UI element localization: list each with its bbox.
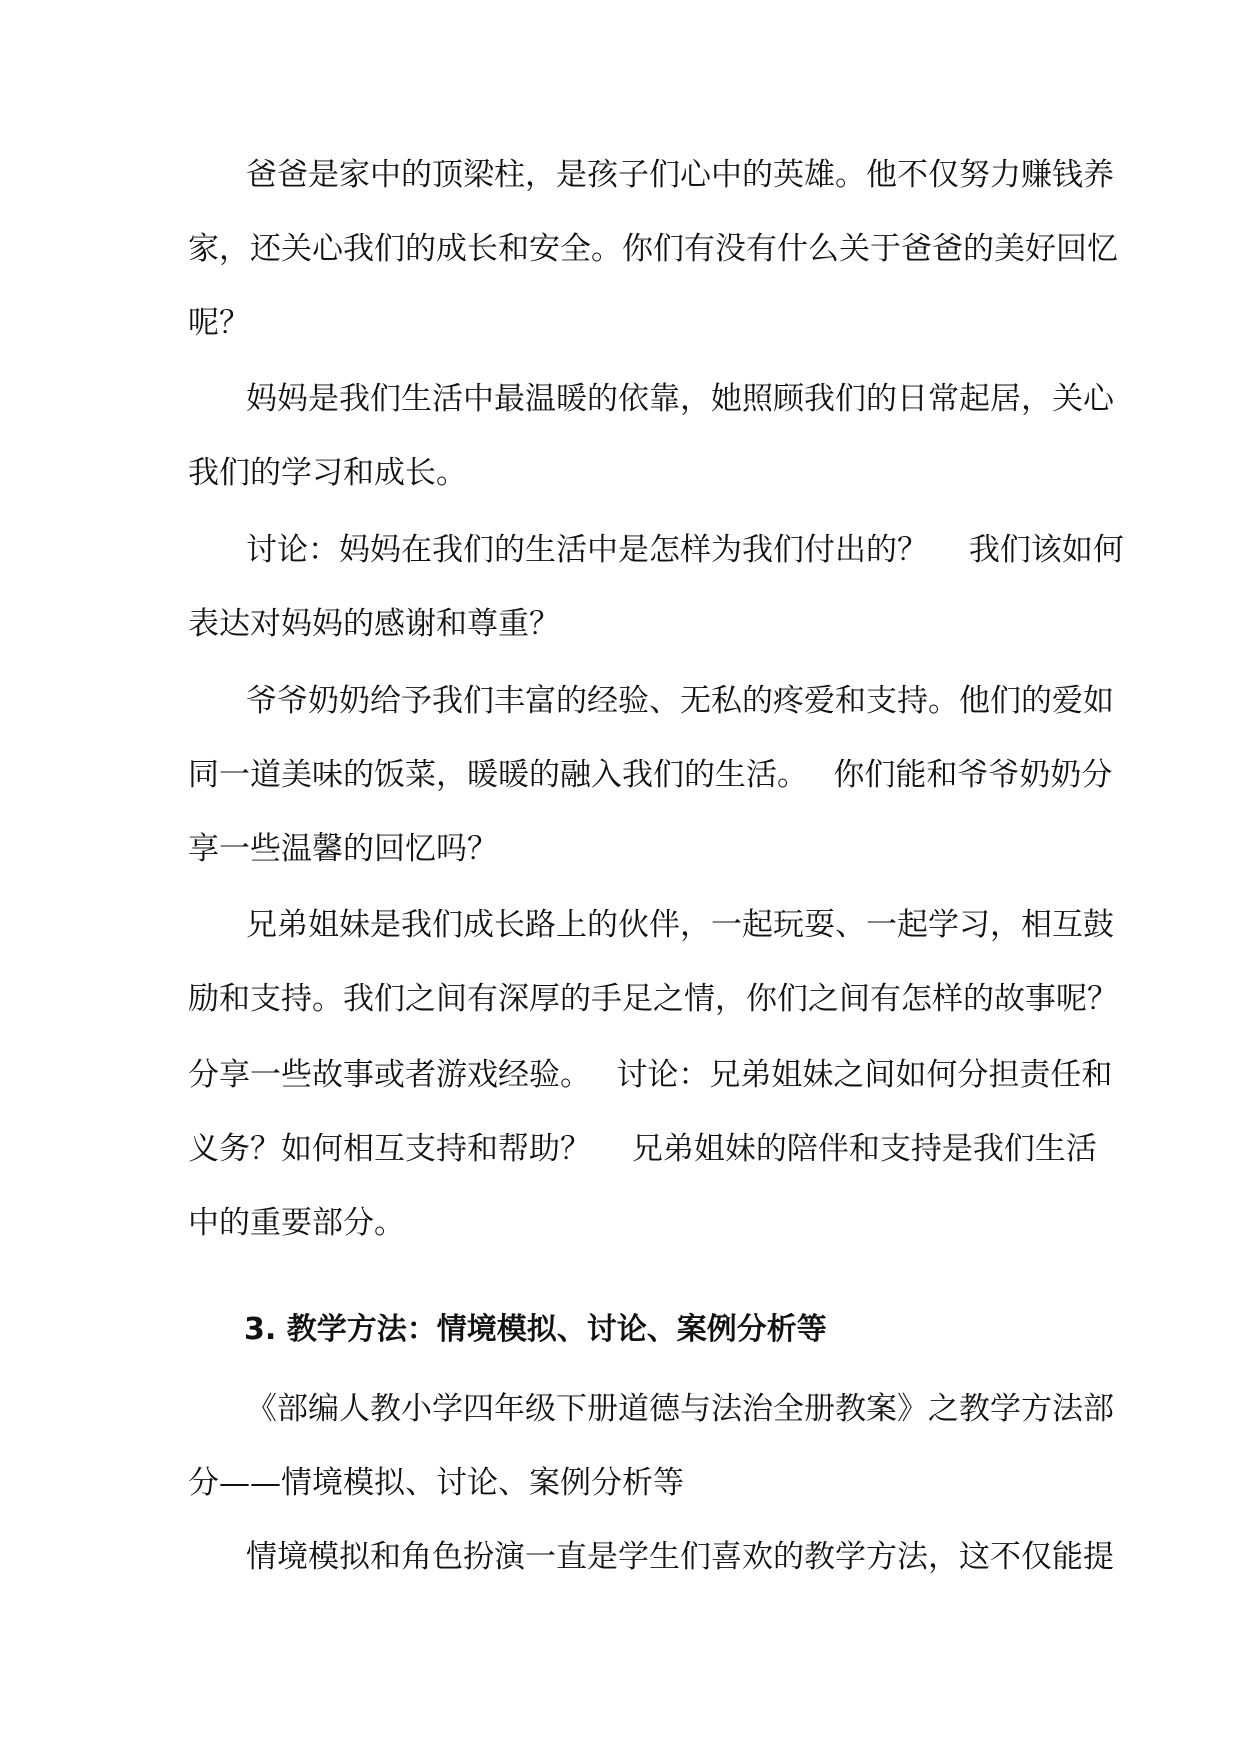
text-line: 表达对妈妈的感谢和尊重？ [188, 606, 560, 642]
text-line: 兄弟姐妹是我们成长路上的伙伴，一起玩耍、一起学习，相互鼓 [246, 907, 1114, 943]
text-line: 中的重要部分。 [188, 1205, 405, 1241]
text-line: 享一些温馨的回忆吗？ [188, 831, 498, 867]
text-line: 义务？如何相互支持和帮助？ 兄弟姐妹的陪伴和支持是我们生活 [188, 1131, 1097, 1167]
text-line: 同一道美味的饭菜，暖暖的融入我们的生活。 你们能和爷爷奶奶分 [188, 757, 1113, 793]
text-line: 呢？ [188, 305, 250, 341]
section-heading: 3. 教学方法：情境模拟、讨论、案例分析等 [244, 1312, 827, 1347]
text-line: 妈妈是我们生活中最温暖的依靠，她照顾我们的日常起居，关心 [246, 381, 1114, 417]
text-line: 《部编人教小学四年级下册道德与法治全册教案》之教学方法部 [246, 1391, 1114, 1427]
text-line: 励和支持。我们之间有深厚的手足之情，你们之间有怎样的故事呢？ [188, 981, 1118, 1017]
text-line: 分——情境模拟、讨论、案例分析等 [188, 1465, 684, 1501]
text-line: 分享一些故事或者游戏经验。 讨论：兄弟姐妹之间如何分担责任和 [188, 1057, 1113, 1093]
text-line: 情境模拟和角色扮演一直是学生们喜欢的教学方法，这不仅能提 [246, 1539, 1114, 1575]
text-line: 讨论：妈妈在我们的生活中是怎样为我们付出的？ 我们该如何 [246, 532, 1124, 568]
text-line: 家，还关心我们的成长和安全。你们有没有什么关于爸爸的美好回忆 [188, 231, 1118, 267]
text-line: 爸爸是家中的顶梁柱，是孩子们心中的英雄。他不仅努力赚钱养 [246, 157, 1114, 193]
text-line: 我们的学习和成长。 [188, 455, 467, 491]
text-line: 爷爷奶奶给予我们丰富的经验、无私的疼爱和支持。他们的爱如 [246, 683, 1114, 719]
